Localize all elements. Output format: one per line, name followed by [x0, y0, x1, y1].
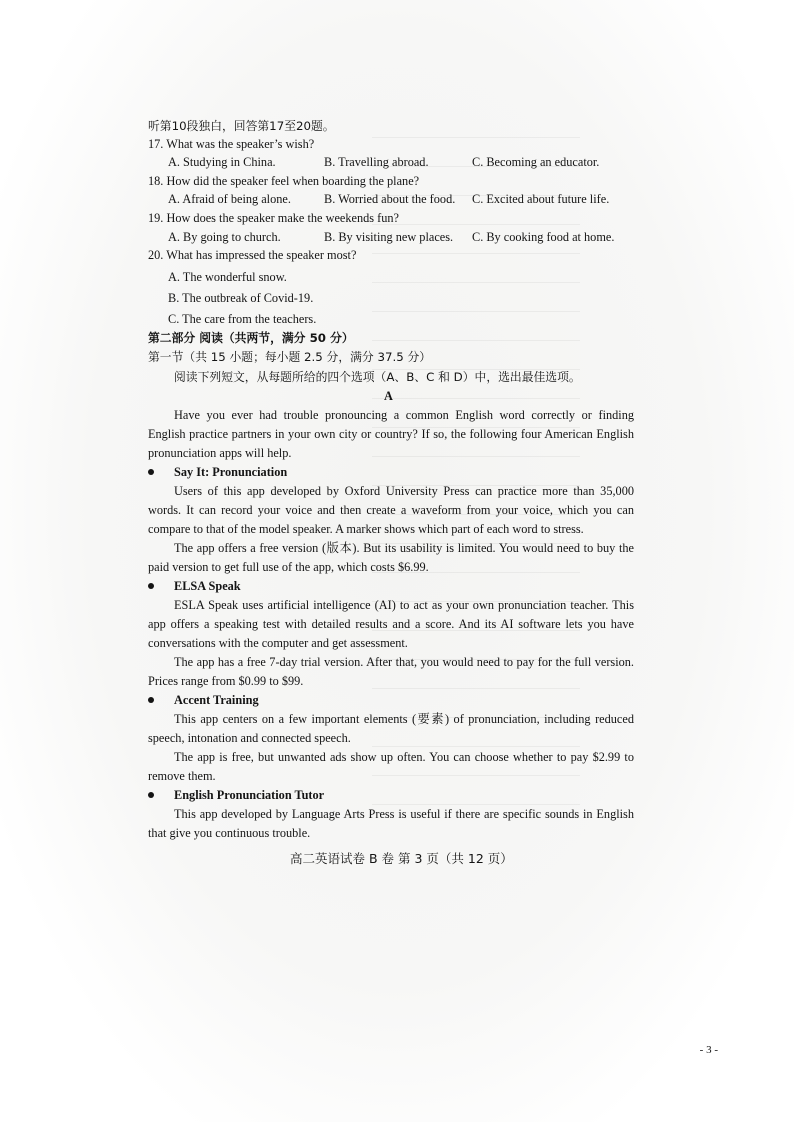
reading-instruction: 阅读下列短文，从每题所给的四个选项（A、B、C 和 D）中，选出最佳选项。: [174, 370, 581, 384]
intro-line: English practice partners in your own city or country? If so, the following four American English: [148, 427, 634, 441]
app-text-line: The app is free, but unwanted ads show up often. You can choose whether to pay $2.99 to: [174, 750, 634, 764]
page-footer: 高二英语试卷 B 卷 第 3 页（共 12 页）: [290, 851, 513, 866]
option-a: A. Studying in China.: [168, 155, 276, 169]
app-text-line: The app has a free 7-day trial version. After that, you would need to pay for the full version.: [174, 655, 634, 669]
app-text-line: paid version to get full use of the app, which costs $6.99.: [148, 560, 429, 574]
app-text-line: words. It can record your voice and then create a waveform from your voice, which you can: [148, 503, 634, 517]
app-text-line: Prices range from $0.99 to $99.: [148, 674, 304, 688]
section-title: 第一节（共 15 小题；每小题 2.5 分，满分 37.5 分）: [148, 350, 432, 364]
listening-intro: 听第10段独白，回答第17至20题。: [148, 119, 335, 133]
question-18: 18. How did the speaker feel when boarding the plane?: [148, 174, 420, 188]
app-text-line: ESLA Speak uses artificial intelligence (AI) to act as your own pronunciation teacher. This: [174, 598, 634, 612]
question-17: 17. What was the speaker’s wish?: [148, 137, 315, 151]
app-text-line: remove them.: [148, 769, 216, 783]
intro-line: Have you ever had trouble pronouncing a common English word correctly or finding: [174, 408, 634, 422]
app-text-line: speech, intonation and connected speech.: [148, 731, 351, 745]
option-c: C. Excited about future life.: [472, 192, 610, 206]
option-b: B. The outbreak of Covid-19.: [168, 291, 314, 305]
bullet-icon: [148, 583, 154, 589]
app-text-line: conversations with the computer and get assessment.: [148, 636, 408, 650]
app-text-line: that give you continuous trouble.: [148, 826, 311, 840]
intro-line: pronunciation apps will help.: [148, 446, 292, 460]
option-b: B. Travelling abroad.: [324, 155, 429, 169]
question-20: 20. What has impressed the speaker most?: [148, 248, 357, 262]
app-text-line: This app developed by Language Arts Press is useful if there are specific sounds in English: [174, 807, 634, 821]
app-name: Accent Training: [174, 693, 259, 707]
option-b: B. Worried about the food.: [324, 192, 456, 206]
bullet-icon: [148, 792, 154, 798]
option-c: C. Becoming an educator.: [472, 155, 600, 169]
passage-label: A: [384, 389, 393, 403]
option-c: C. By cooking food at home.: [472, 230, 615, 244]
app-text-line: The app offers a free version (版本). But its usability is limited. You would need to buy the: [174, 541, 634, 555]
page-number: - 3 -: [699, 1044, 718, 1056]
option-a: A. By going to church.: [168, 230, 281, 244]
bullet-icon: [148, 697, 154, 703]
question-19: 19. How does the speaker make the weekends fun?: [148, 211, 399, 225]
app-text-line: Users of this app developed by Oxford University Press can practice more than 35,000: [174, 484, 634, 498]
option-b: B. By visiting new places.: [324, 230, 454, 244]
app-name: English Pronunciation Tutor: [174, 788, 325, 802]
app-name: ELSA Speak: [174, 579, 241, 593]
bleed-through-shadow: [372, 115, 632, 835]
bullet-icon: [148, 469, 154, 475]
app-text-line: compare to that of the model speaker. A marker shows which part of each word to stress.: [148, 522, 584, 536]
app-name: Say It: Pronunciation: [174, 465, 288, 479]
app-text-line: app offers a speaking test with detailed results and a score. And its AI software lets you have: [148, 617, 634, 631]
app-text-line: This app centers on a few important elements (要素) of pronunciation, including reduced: [174, 712, 634, 726]
option-a: A. The wonderful snow.: [168, 270, 287, 284]
option-c: C. The care from the teachers.: [168, 312, 317, 326]
part-title: 第二部分 阅读（共两节，满分 50 分）: [148, 331, 354, 345]
option-a: A. Afraid of being alone.: [168, 192, 291, 206]
